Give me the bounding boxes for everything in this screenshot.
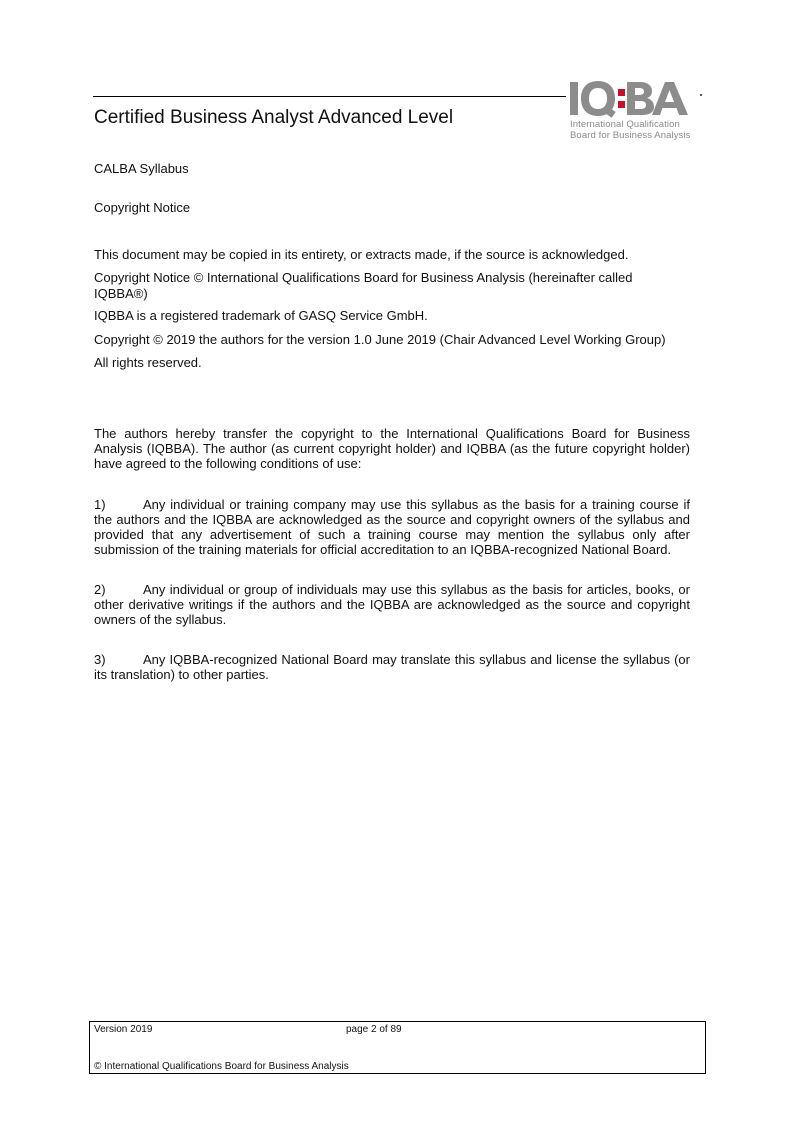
condition-item [94, 497, 690, 557]
logo-subtitle-line1: International Qualification [570, 119, 680, 130]
logo-letter-b [627, 82, 654, 115]
footer-copyright: © International Qualifications Board for Business Analysis [94, 1061, 349, 1072]
condition-text: Any IQBBA-recognized National Board may translate this syllabus and license the syllabus (or its translation) to other parties. [94, 652, 690, 682]
header-rule [93, 96, 566, 97]
notice-line: All rights reserved. [94, 355, 202, 370]
condition-text: Any individual or group of individuals may use this syllabus as the basis for articles, books, or other derivative writings if the authors and the IQBBA are acknowledged as the source and copyright owners of the syllabus. [94, 582, 690, 627]
notice-line: This document may be copied in its entirety, or extracts made, if the source is acknowledged. [94, 247, 629, 262]
iqbba-logo-icon [568, 78, 702, 120]
logo-letter-i [570, 82, 578, 115]
condition-number: 2) [94, 582, 106, 597]
condition-number: 3) [94, 652, 106, 667]
logo-subtitle-line2: Board for Business Analysis [570, 130, 691, 141]
condition-number: 1) [94, 497, 106, 512]
condition-item [94, 652, 690, 682]
notice-line: Copyright © 2019 the authors for the version 1.0 June 2019 (Chair Advanced Level Working Group) [94, 332, 666, 347]
notice-line: IQBBA®) [94, 286, 148, 301]
footer-page-number: page 2 of 89 [346, 1024, 402, 1035]
notice-line: IQBBA is a registered trademark of GASQ Service GmbH. [94, 308, 428, 323]
condition-item [94, 582, 690, 627]
iqbba-logo [568, 78, 702, 144]
condition-text: Any individual or training company may use this syllabus as the basis for a training course if the authors and the IQBBA are acknowledged as the source and copyright owners of the syllabus and provided that any advertisement of such a training course may mention the syllabus only after submission of the training materials for official accreditation to an IQBBA-recognized National Board. [94, 497, 690, 557]
logo-letter-a [652, 82, 688, 115]
document-title: Certified Business Analyst Advanced Level [94, 107, 454, 128]
logo-red-square-bottom [618, 101, 625, 108]
syllabus-name: CALBA Syllabus [94, 161, 189, 176]
logo-red-square-top [618, 89, 625, 96]
footer-version: Version 2019 [94, 1024, 153, 1035]
notice-line: Copyright Notice © International Qualifications Board for Business Analysis (hereinafter called [94, 270, 633, 285]
page-footer [89, 1021, 706, 1074]
transfer-paragraph: The authors hereby transfer the copyright to the International Qualifications Board for Business Analysis (IQBBA). The author (as current copyright holder) and IQBBA (as the future copyright holder) have agreed to the following conditions of use: [94, 426, 690, 471]
header-dot [700, 94, 702, 96]
copyright-heading: Copyright Notice [94, 200, 191, 215]
